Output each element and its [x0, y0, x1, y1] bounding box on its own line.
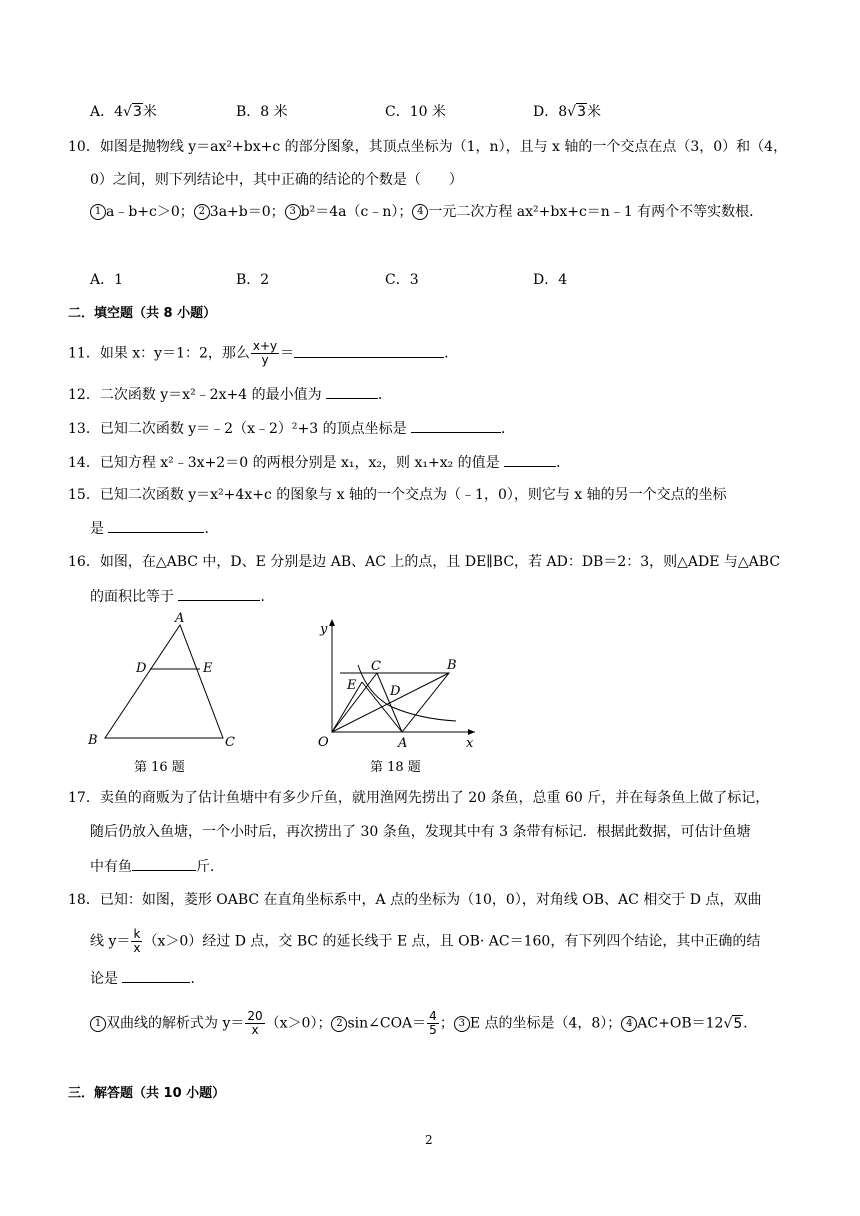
- figure-18-rhombus: [310, 615, 480, 750]
- answer-blank: [504, 452, 556, 467]
- triangle-abc: [105, 625, 223, 738]
- q16-line2: 的面积比等于 ．: [90, 586, 274, 607]
- q18-line2: 线 y＝ $\frac{k}{x}$ （x＞0）经过 D 点，交 BC 的延长线于 E 点，且 OB· AC＝160，有下列四个结论，其中正确的结: [90, 927, 761, 955]
- circle-4: 4: [621, 1016, 637, 1032]
- circle-1: 1: [90, 204, 106, 220]
- label-b: B: [88, 733, 98, 748]
- fraction-4-5: $\frac{4}{5}$: [429, 1009, 437, 1037]
- circle-4: 4: [412, 204, 428, 220]
- fraction-20-x: $\frac{20}{x}$: [247, 1009, 263, 1037]
- figure-16-triangle: [84, 606, 244, 750]
- label-x: x: [466, 736, 474, 750]
- q12: 12．二次函数 y＝x²﹣2x+4 的最小值为 ．: [68, 384, 392, 405]
- q11-fraction: $\frac{x+y}{y}$: [252, 339, 278, 367]
- label-e: E: [347, 678, 357, 693]
- q17-line1: 17．卖鱼的商贩为了估计鱼塘中有多少斤鱼，就用渔网先捞出了 20 条鱼，总重 60 斤，并在每条鱼上做了标记，: [68, 790, 770, 806]
- q16-line1: 16．如图，在△ABC 中，D、E 分别是边 AB、AC 上的点，且 DE∥BC，若 AD：DB＝2：3，则△ADE 与△ABC: [68, 554, 781, 570]
- label-o: O: [318, 735, 329, 750]
- circle-2: 2: [194, 204, 210, 220]
- answer-blank: [178, 586, 260, 601]
- label-d: D: [390, 684, 401, 699]
- answer-blank: [132, 856, 196, 871]
- label-e: E: [203, 661, 213, 676]
- diagonal-ac: [377, 673, 402, 732]
- label-d: D: [136, 661, 147, 676]
- label-c: C: [225, 735, 235, 750]
- circle-3: 3: [454, 1016, 470, 1032]
- q9-option-b: B．8 米: [236, 104, 288, 120]
- label-b: B: [447, 658, 457, 673]
- circle-1: 1: [90, 1016, 106, 1032]
- section-3-heading: 三．解答题（共 10 小题）: [68, 1086, 226, 1101]
- q13: 13．已知二次函数 y＝﹣2（x﹣2）²+3 的顶点坐标是 ．: [68, 418, 515, 439]
- page-number: 2: [425, 1133, 433, 1147]
- q18-line1: 18．已知：如图，菱形 OABC 在直角坐标系中，A 点的坐标为（10，0），对角线 OB、AC 相交于 D 点，双曲: [68, 892, 762, 908]
- q9-option-a: A．4√3米: [90, 104, 157, 120]
- figure-18-caption: 第 18 题: [370, 760, 421, 775]
- section-2-heading: 二．填空题（共 8 小题）: [68, 306, 217, 321]
- answer-blank: [326, 384, 378, 399]
- q9-option-d: D．8√3米: [533, 104, 601, 120]
- circle-2: 2: [331, 1016, 347, 1032]
- q17-line3: 中有鱼 斤．: [90, 856, 224, 877]
- label-c: C: [371, 659, 381, 674]
- q18-statements: 1 双曲线的解析式为 y＝ $\frac{20}{x}$ （x＞0）； 2 sin∠COA＝ $\frac{4}{5}$ ； 3 E 点的坐标是（4，8）； 4 AC+OB＝12√5．: [90, 1010, 757, 1037]
- label-a: A: [398, 736, 408, 750]
- q14: 14．已知方程 x²﹣3x+2＝0 的两根分别是 x₁，x₂，则 x₁+x₂ 的值是 ．: [68, 452, 570, 473]
- figure-16-caption: 第 16 题: [134, 760, 185, 775]
- q10-option-d: D．4: [533, 272, 568, 288]
- label-a: A: [175, 611, 185, 626]
- answer-blank: [294, 343, 444, 358]
- q17-line2: 随后仍放入鱼塘，一个小时后，再次捞出了 30 条鱼，发现其中有 3 条带有标记．根据此数据，可估计鱼塘: [90, 824, 751, 840]
- answer-blank: [411, 418, 501, 433]
- q11: 11．如果 x：y＝1：2，那么 $\frac{x+y}{y}$ ＝ ．: [68, 339, 459, 367]
- answer-blank: [108, 518, 204, 533]
- answer-blank: [122, 968, 190, 983]
- q15-line2: 是 ．: [90, 518, 218, 539]
- circle-3: 3: [285, 204, 301, 220]
- q10-option-c: C．3: [385, 272, 419, 288]
- q10-line2: 0）之间，则下列结论中，其中正确的结论的个数是（ ）: [90, 172, 463, 188]
- q18-fraction-k-x: $\frac{k}{x}$: [133, 927, 141, 955]
- q9-option-c: C．10 米: [385, 104, 446, 120]
- q15-line1: 15．已知二次函数 y＝x²+4x+c 的图象与 x 轴的一个交点为（﹣1，0），则它与 x 轴的另一个交点的坐标: [68, 487, 727, 503]
- q10-option-b: B．2: [236, 272, 270, 288]
- label-y: y: [320, 622, 328, 637]
- q10-line1: 10．如图是抛物线 y＝ax²+bx+c 的部分图象，其顶点坐标为（1，n），且与 x 轴的一个交点在点（3，0）和（4，: [68, 139, 788, 155]
- q10-statements: 1 a﹣b+c＞0； 2 3a+b＝0； 3 b²＝4a（c﹣n）； 4 一元二次方程 ax²+bx+c＝n﹣1 有两个不等实数根．: [90, 202, 763, 222]
- q18-line3: 论是 ．: [90, 968, 204, 989]
- q10-option-a: A．1: [90, 272, 124, 288]
